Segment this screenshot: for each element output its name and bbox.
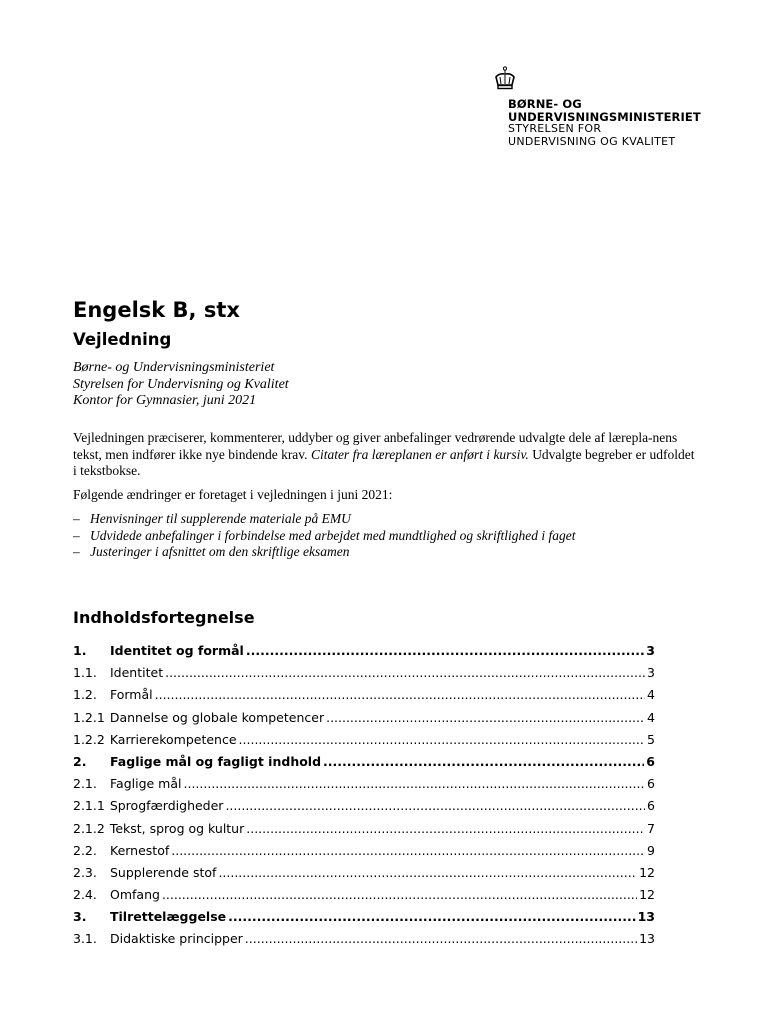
- document-title: Engelsk B, stx: [73, 298, 240, 322]
- toc-entry[interactable]: [73, 798, 655, 820]
- meta-line: Børne- og Undervisningsministeriet: [73, 360, 275, 375]
- toc-entry-title: Didaktiske principper: [110, 931, 243, 947]
- toc-entry-page: 13: [639, 931, 655, 947]
- toc-entry[interactable]: [73, 665, 655, 687]
- toc-entry-number: 2.1.2: [73, 820, 105, 836]
- table-of-contents: [73, 643, 655, 954]
- toc-entry-page: 7: [647, 820, 655, 836]
- toc-leader-dots: [323, 754, 644, 769]
- toc-leader-dots: [228, 909, 635, 924]
- logo-line: STYRELSEN FOR: [508, 122, 602, 135]
- toc-entry-page: 6: [647, 776, 655, 792]
- intro-italic: Citater fra læreplanen er anført i kursiv.: [310, 446, 529, 462]
- list-item: – Justeringer i afsnittet om den skriftlige eksamen: [73, 544, 350, 559]
- toc-entry-page: 12: [639, 887, 655, 903]
- toc-entry-title: Identitet og formål: [110, 643, 244, 658]
- toc-leader-dots: [239, 732, 646, 747]
- list-item: – Udvidede anbefalinger i forbindelse med arbejdet med mundtlighed og skriftlighed i faget: [73, 527, 576, 543]
- toc-entry-number: 1.2.: [73, 687, 97, 703]
- toc-leader-dots: [218, 865, 637, 880]
- toc-leader-dots: [245, 931, 637, 946]
- toc-entry[interactable]: [73, 909, 655, 931]
- toc-entry-page: 6: [646, 753, 655, 769]
- intro-text: Udvalgte begreber er udfoldet i tekstbokse.: [73, 446, 695, 478]
- logo-line: BØRNE- OG: [508, 97, 582, 111]
- toc-entry-page: 3: [647, 665, 655, 681]
- toc-entry-page: 5: [647, 731, 655, 747]
- dash-bullet: –: [73, 511, 80, 526]
- document-meta: [73, 360, 289, 410]
- toc-entry-number: 1.: [73, 643, 87, 658]
- logo-line: UNDERVISNINGSMINISTERIET: [508, 109, 701, 124]
- toc-leader-dots: [162, 887, 637, 902]
- toc-entry-page: 6: [647, 798, 655, 814]
- toc-entry-title: Karrierekompetence: [109, 731, 237, 747]
- list-item: – Henvisninger til supplerende materiale på EMU: [73, 511, 351, 526]
- toc-leader-dots: [326, 710, 645, 725]
- crown-icon: [494, 66, 516, 92]
- toc-entry-page: 9: [647, 842, 655, 858]
- toc-leader-dots: [225, 798, 645, 813]
- ministry-logo: [494, 66, 724, 148]
- toc-entry-number: 1.1.: [73, 665, 97, 681]
- toc-entry[interactable]: [73, 887, 655, 909]
- toc-entry[interactable]: [73, 931, 655, 953]
- toc-heading: Indholdsfortegnelse: [73, 608, 255, 627]
- toc-entry-title: Sprogfærdigheder: [109, 798, 224, 814]
- toc-entry[interactable]: [73, 710, 655, 732]
- toc-entry-title: Omfang: [110, 887, 160, 903]
- toc-entry-number: 2.: [73, 753, 87, 769]
- toc-entry[interactable]: [73, 687, 655, 709]
- toc-leader-dots: [165, 665, 645, 680]
- toc-entry-number: 3.1.: [73, 931, 97, 947]
- toc-entry-number: 3.: [73, 909, 87, 925]
- toc-entry[interactable]: [73, 843, 655, 865]
- toc-entry-page: 3: [646, 643, 655, 658]
- dash-bullet: –: [73, 527, 80, 543]
- toc-entry-page: 4: [647, 709, 655, 725]
- toc-leader-dots: [184, 776, 646, 791]
- toc-entry[interactable]: [73, 754, 655, 776]
- dash-bullet: –: [73, 544, 80, 559]
- toc-entry-title: Kernestof: [110, 842, 170, 858]
- toc-entry-page: 13: [637, 909, 655, 925]
- toc-leader-dots: [246, 643, 644, 658]
- toc-leader-dots: [155, 687, 645, 702]
- toc-leader-dots: [171, 843, 645, 858]
- toc-entry-number: 2.1.1: [73, 798, 105, 814]
- changes-list: [73, 511, 576, 561]
- document-subtitle: Vejledning: [73, 330, 172, 349]
- toc-entry-title: Dannelse og globale kompetencer: [109, 709, 325, 725]
- toc-entry-title: Identitet: [110, 665, 164, 681]
- toc-entry-number: 2.3.: [73, 864, 97, 880]
- toc-entry[interactable]: [73, 732, 655, 754]
- toc-entry-title: Formål: [110, 687, 153, 703]
- toc-entry[interactable]: [73, 643, 655, 665]
- toc-entry-page: 4: [647, 687, 655, 703]
- toc-entry-title: Tilrettelæggelse: [110, 909, 227, 925]
- intro-paragraph: [73, 430, 698, 480]
- toc-entry-number: 1.2.2: [73, 731, 105, 747]
- toc-entry[interactable]: [73, 821, 655, 843]
- toc-entry-number: 1.2.1: [73, 709, 105, 725]
- logo-line: UNDERVISNING OG KVALITET: [508, 134, 676, 148]
- toc-entry[interactable]: [73, 865, 655, 887]
- meta-line: Styrelsen for Undervisning og Kvalitet: [73, 376, 289, 392]
- toc-entry-title: Faglige mål: [110, 776, 182, 792]
- toc-entry-number: 2.1.: [73, 776, 97, 792]
- toc-entry-title: Faglige mål og fagligt indhold: [110, 753, 322, 769]
- toc-entry-number: 2.2.: [73, 842, 97, 858]
- toc-entry-page: 12: [639, 864, 655, 880]
- toc-entry[interactable]: [73, 776, 655, 798]
- toc-leader-dots: [246, 821, 645, 836]
- intro-text: Vejledningen præciserer, kommenterer, uddyber og giver anbefalinger vedrørende udvalgte dele af lærepla-nens tekst, men indfører ikke nye bindende krav.: [73, 430, 678, 462]
- toc-entry-title: Supplerende stof: [110, 864, 217, 880]
- changes-intro: Følgende ændringer er foretaget i vejledningen i juni 2021:: [73, 487, 393, 502]
- meta-line: Kontor for Gymnasier, juni 2021: [73, 393, 257, 408]
- toc-entry-number: 2.4.: [73, 887, 97, 903]
- toc-entry-title: Tekst, sprog og kultur: [109, 820, 245, 836]
